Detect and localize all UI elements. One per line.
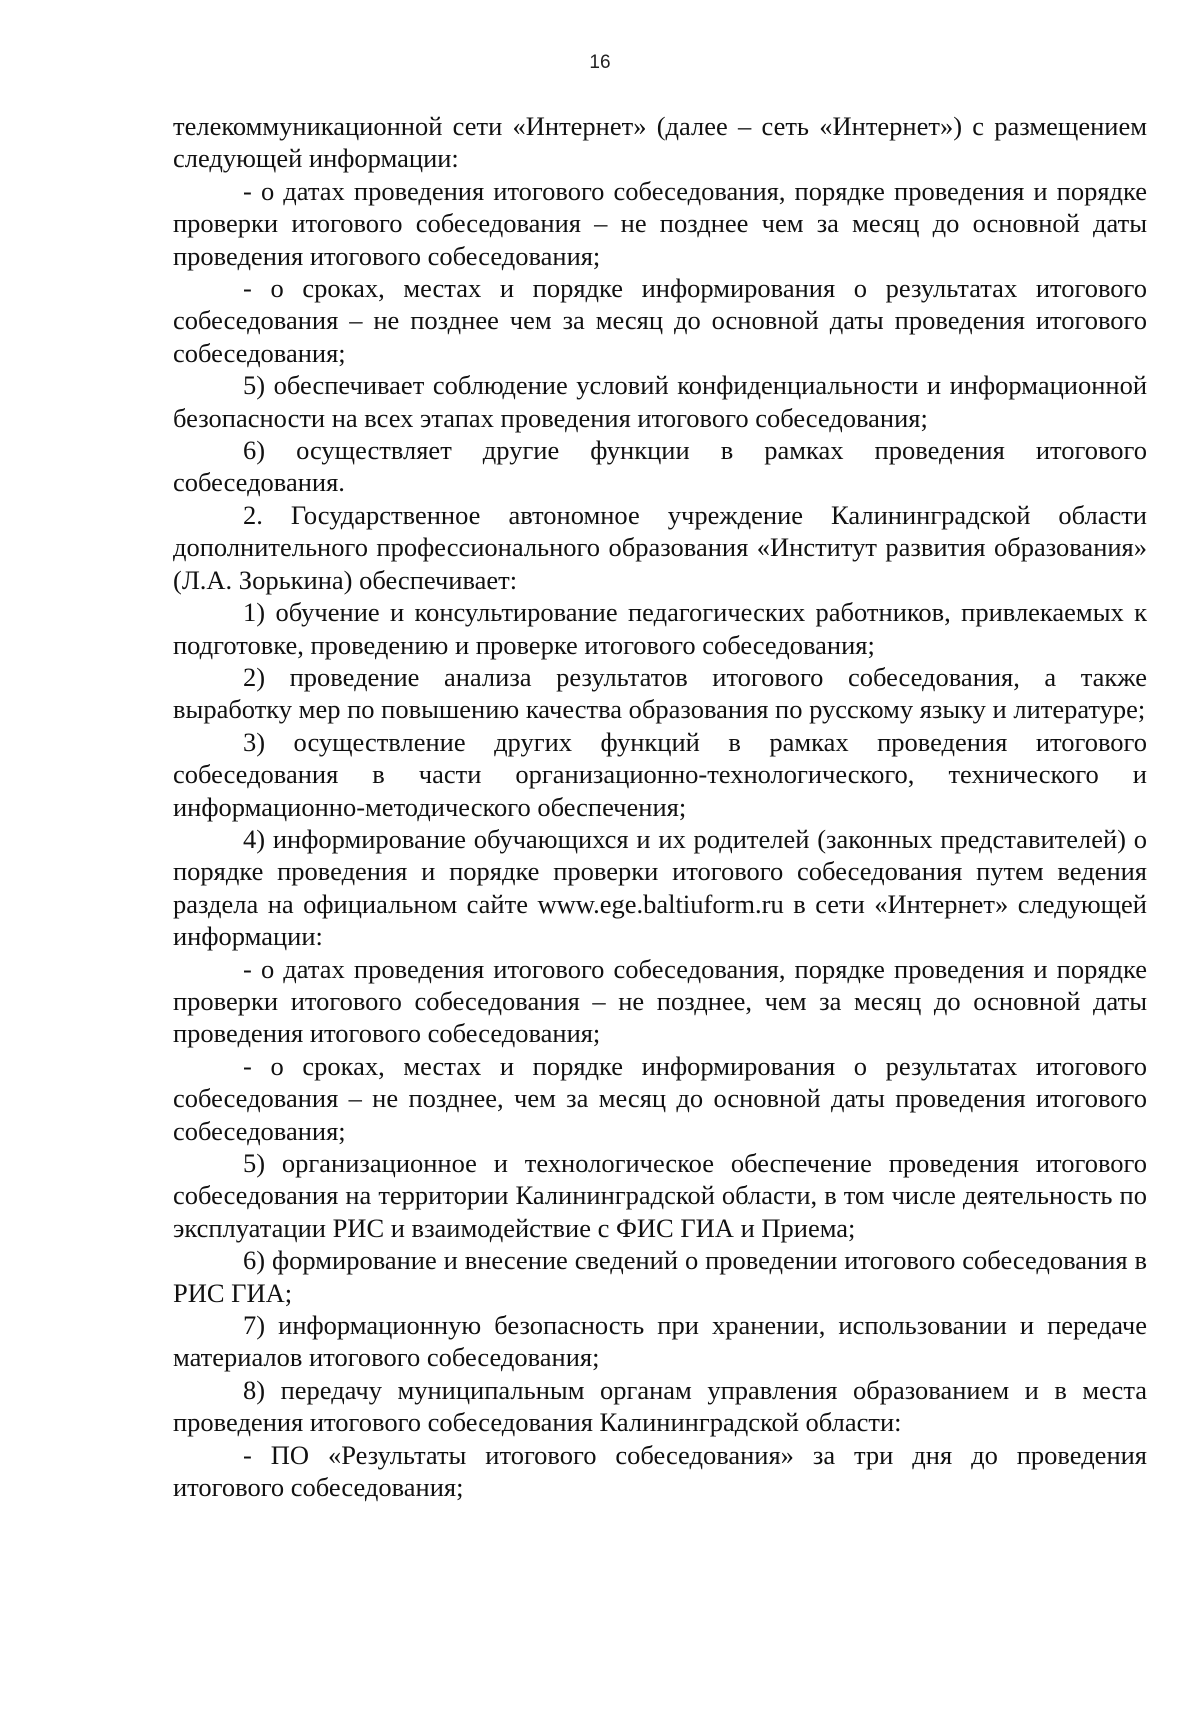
paragraph: 6) осуществляет другие функции в рамках проведения итогового собеседования. [173,435,1147,498]
paragraph: - ПО «Результаты итогового собеседования» за три дня до проведения итогового собеседования; [173,1439,1147,1503]
paragraph: 6) формирование и внесение сведений о проведении итогового собеседования в РИС ГИА; [173,1245,1147,1308]
paragraph: телекоммуникационной сети «Интернет» (далее – сеть «Интернет») с размещением следующей информации: [173,111,1147,174]
paragraph: 1) обучение и консультирование педагогических работников, привлекаемых к подготовке, проведению и проверке итогового собеседования; [173,597,1147,660]
paragraph: 5) организационное и технологическое обеспечение проведения итогового собеседования на территории Калининградской области, в том числе деятельность по эксплуатации РИС и взаимодействие с ФИС ГИА и Приема; [173,1148,1147,1243]
paragraph: 8) передачу муниципальным органам управления образованием и в места проведения итогового собеседования Калининградской области: [173,1374,1147,1438]
paragraph: - о датах проведения итогового собеседования, порядке проведения и порядке проверки итогового собеседования – не позднее, чем за месяц до основной даты проведения итогового собеседования; [173,953,1147,1049]
paragraph: 2) проведение анализа результатов итогового собеседования, а также выработку мер по повышению качества образования по русскому языку и литературе; [173,661,1147,725]
paragraph: - о датах проведения итогового собеседования, порядке проведения и порядке проверки итогового собеседования – не позднее чем за месяц до основной даты проведения итогового собеседования; [173,175,1147,271]
page-number: 16 [589,52,611,73]
paragraph: 3) осуществление других функций в рамках проведения итогового собеседования в части организационно-технологического, технического и информационно-методического обеспечения; [173,726,1147,822]
paragraph: - о сроках, местах и порядке информирования о результатах итогового собеседования – не позднее, чем за месяц до основной даты проведения итогового собеседования; [173,1050,1147,1146]
paragraph: 4) информирование обучающихся и их родителей (законных представителей) о порядке проведения и порядке проверки итогового собеседования путем ведения раздела на официальном сайте www.ege.baltiuform.ru в сети «Интернет» следующей информации: [173,823,1147,952]
paragraph: 5) обеспечивает соблюдение условий конфиденциальности и информационной безопасности на всех этапах проведения итогового собеседования; [173,370,1147,433]
paragraph: 2. Государственное автономное учреждение Калининградской области дополнительного профессионального образования «Институт развития образования» (Л.А. Зорькина) обеспечивает: [173,499,1147,595]
document-body [173,110,1147,1503]
paragraph: - о сроках, местах и порядке информирования о результатах итогового собеседования – не позднее чем за месяц до основной даты проведения итогового собеседования; [173,273,1147,368]
paragraph: 7) информационную безопасность при хранении, использовании и передаче материалов итогового собеседования; [173,1310,1147,1373]
